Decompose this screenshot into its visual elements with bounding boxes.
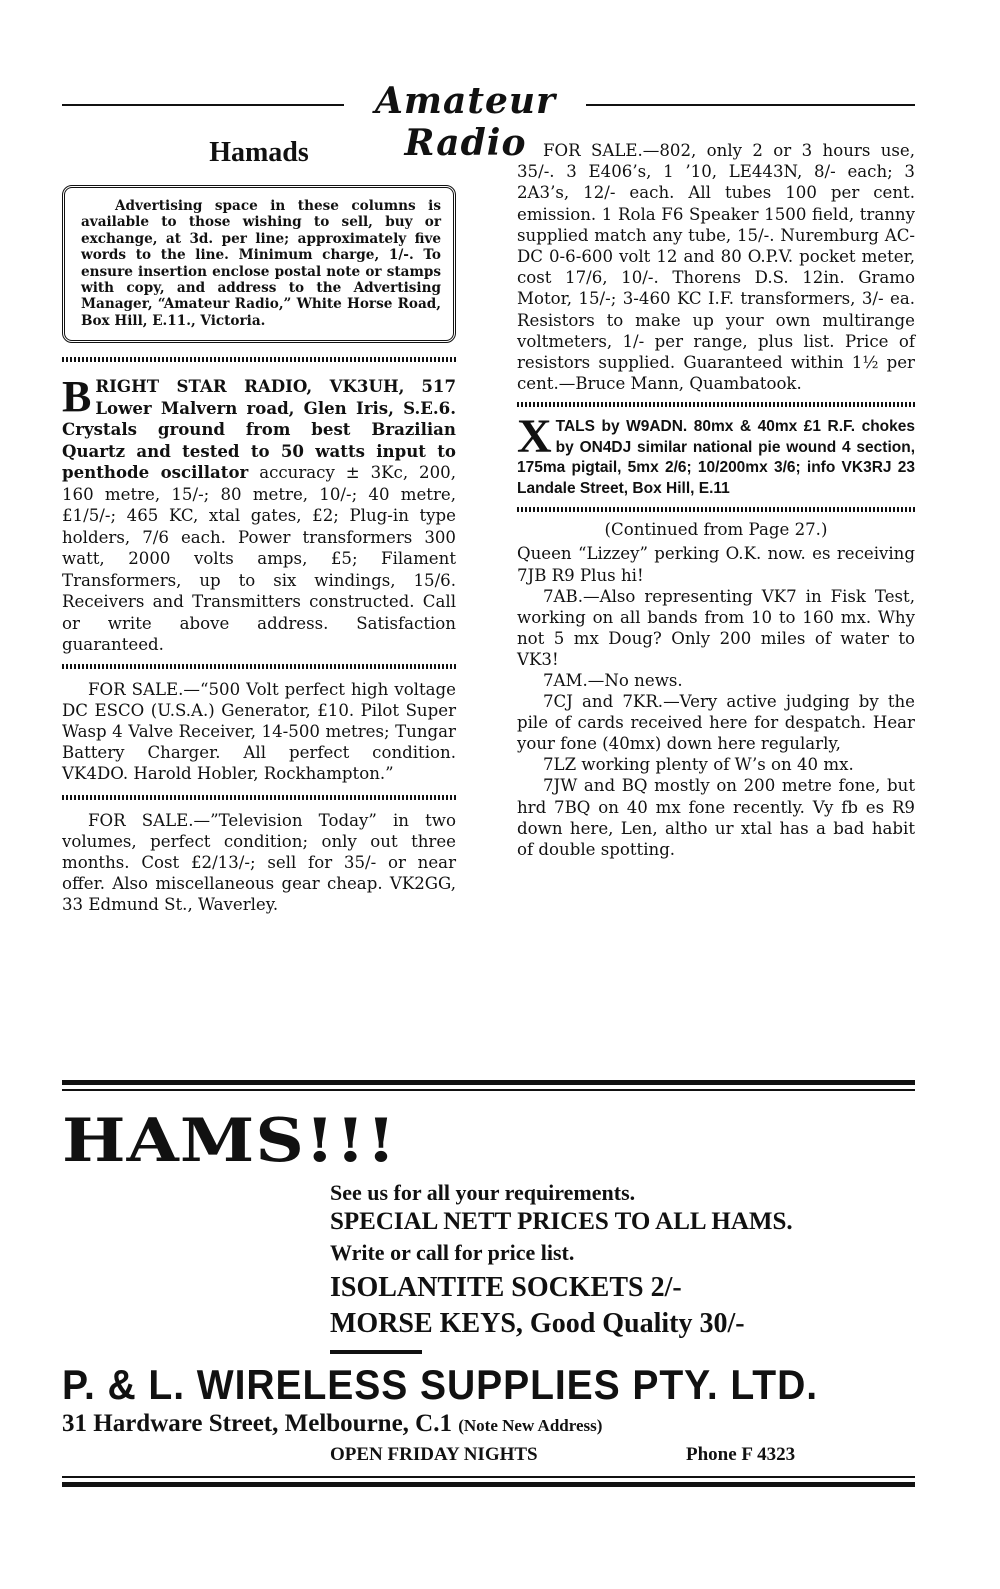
dotted-divider — [517, 402, 915, 407]
right-column — [517, 140, 915, 860]
bright-star-bold-text: 517 Lower Malvern road, Glen Iris, S.E.6. Crystals ground from best Brazilian Quartz and tested to 50 watts input to penthode oscillator — [62, 376, 456, 482]
address-text: 31 Hardware Street, Melbourne, C.1 — [62, 1410, 452, 1437]
open-hours: OPEN FRIDAY NIGHTS — [330, 1444, 538, 1465]
ad-line-requirements: See us for all your requirements. — [330, 1180, 636, 1205]
hamads-heading: Hamads — [209, 137, 309, 168]
masthead-title: Amateur Radio — [374, 80, 557, 164]
dropcap-b: B — [62, 372, 92, 421]
section-rule-top — [62, 1080, 915, 1085]
news-paragraph: 7LZ working plenty of W’s on 40 mx. — [543, 755, 854, 775]
ad-line-morse-keys: MORSE KEYS, Good Quality 30/- — [330, 1308, 745, 1339]
for-sale-television-ad: FOR SALE.—”Television Today” in two volumes, perfect condition; only out three months. Cost £2/13/-; sell for 35/- or near offer. Also miscellaneous gear cheap. VK2GG, 33 Edmund St., Waverley. — [62, 810, 456, 915]
company-name: P. & L. WIRELESS SUPPLIES PTY. LTD. — [62, 1361, 819, 1408]
section-rule-bottom — [62, 1482, 915, 1487]
ad-line-price-list: Write or call for price list. — [330, 1240, 575, 1265]
address-note: (Note New Address) — [458, 1416, 603, 1435]
bright-star-heading: RIGHT STAR RADIO, VK3UH, — [95, 376, 405, 396]
left-column — [62, 135, 456, 916]
xtals-ad — [517, 410, 915, 499]
section-rule-top-thin — [62, 1089, 915, 1091]
masthead-rule-right — [586, 104, 915, 106]
masthead-rule-left — [62, 104, 344, 106]
section-rule-bottom-thin — [62, 1476, 915, 1478]
dotted-divider — [517, 507, 915, 512]
ad-line-isolantite: ISOLANTITE SOCKETS 2/- — [330, 1272, 682, 1303]
news-paragraph: 7CJ and 7KR.—Very active judging by the pile of cards received here for despatch. Hear your fone (40mx) down here regularly, — [517, 692, 915, 754]
news-paragraph: 7AM.—No news. — [543, 671, 683, 690]
dotted-divider — [62, 357, 456, 362]
short-rule — [330, 1350, 422, 1354]
continued-note: (Continued from Page 27.) — [604, 520, 828, 540]
for-sale-generator-ad: FOR SALE.—“500 Volt perfect high voltage DC ESCO (U.S.A.) Generator, £10. Pilot Super Wasp 4 Valve Receiver, 14-500 metres; Tungar Battery Charger. All perfect condition. VK4DO. Harold Hobler, Rockhampton.” — [62, 679, 456, 784]
bright-star-ad — [62, 372, 456, 656]
dotted-divider — [62, 795, 456, 800]
news-paragraph: 7AB.—Also representing VK7 in Fisk Test, working on all bands from 10 to 160 mx. Why not 5 mx Doug? Only 200 miles of water to VK3! — [517, 586, 915, 669]
dotted-divider — [62, 664, 456, 669]
ad-line-nett-prices: SPECIAL NETT PRICES TO ALL HAMS. — [330, 1208, 793, 1235]
advertising-notice: Advertising space in these columns is available to those wishing to sell, buy or exchange, at 3d. per line; approximately five words to the line. Minimum charge, 1/-. To ensure insertion enclose postal note or stamps with copy, and address to the Advertising Manager, “Amateur Radio,” White Horse Road, Box Hill, E.11., Victoria. — [62, 185, 456, 343]
phone-number: Phone F 4323 — [686, 1444, 796, 1465]
news-paragraph: 7JW and BQ mostly on 200 metre fone, but hrd 7BQ on 40 mx fone recently. Vy fb es R9 down here, Len, altho ur xtal has a bad habit of double spotting. — [517, 776, 915, 859]
company-address — [62, 1410, 602, 1438]
bright-star-body: accuracy ± 3Kc, 200, 160 metre, 15/-; 80 metre, 10/-; 40 metre, £1/5/-; 465 KC, xtal gates, £2; Plug-in type holders, 7/6 each. Power transformers 300 watt, 2000 volts amps, £5; Filament Transformers, up to six windings, 15/6. Receivers and Transmitters constructed. Call or write above address. Satisfaction guaranteed. — [62, 463, 456, 654]
for-sale-tubes-ad: FOR SALE.—802, only 2 or 3 hours use, 35/-. 3 E406’s, 1 ’10, LE443N, 8/- each; 3 2A3’s, 12/- each. All tubes 100 per cent. emission. 1 Rola F6 Speaker 1500 field, tranny supplied match any tube, 15/-. Nuremburg AC-DC 0-6-600 volt 12 and 80 O.P.V. pocket meter, cost 17/6, 10/-. Thorens D.S. 12in. Gramo Motor, 15/-; 3-460 KC I.F. transformers, 3/- ea. Resistors to make up your own multirange voltmeters, 1/- per range, plus list. Price of resistors supplied. Guaranteed within 1½ per cent.—Bruce Mann, Quambatook. — [517, 141, 915, 394]
dropcap-x: X — [517, 410, 552, 464]
hams-headline: HAMS!!! — [62, 1106, 397, 1176]
xtals-body: TALS by W9ADN. 80mx & 40mx £1 R.F. chokes by ON4DJ similar national pie wound 4 section, 175ma pigtail, 5mx 2/6; 10/200mx 3/6; info VK3RJ 23 Landale Street, Box Hill, E.11 — [517, 418, 915, 497]
news-paragraph: Queen “Lizzey” perking O.K. now. es receiving 7JB R9 Plus hi! — [517, 544, 915, 585]
